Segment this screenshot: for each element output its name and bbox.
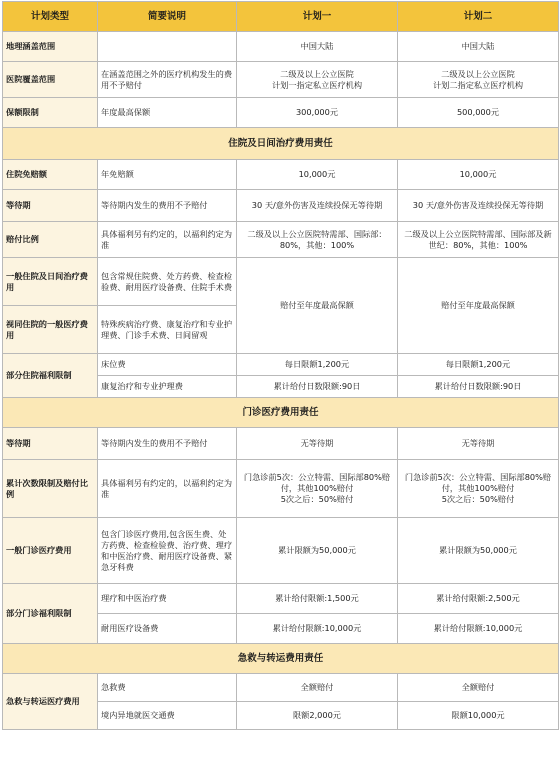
plan-1-value: 30 天/意外伤害及连续投保无等待期 (237, 190, 398, 222)
plan-1-value: 累计给付限额:1,500元 (237, 584, 398, 614)
plan-2-value: 限额10,000元 (398, 702, 559, 730)
table-row (3, 190, 559, 222)
row-description: 在涵盖范围之外的医疗机构发生的费用不予赔付 (98, 62, 237, 98)
row-label: 赔付比例 (3, 222, 98, 258)
plan-2-value: 全额赔付 (398, 674, 559, 702)
table-row (3, 98, 559, 128)
table-row (3, 222, 559, 258)
row-label: 视同住院的一般医疗费用 (3, 306, 98, 354)
section-header (3, 644, 559, 674)
row-label: 部分门诊福利限制 (3, 584, 98, 644)
row-label: 等待期 (3, 428, 98, 460)
plan-1-value: 限额2,000元 (237, 702, 398, 730)
header-plan-2: 计划二 (398, 2, 559, 32)
table-row (3, 354, 559, 376)
row-label: 累计次数限制及赔付比例 (3, 460, 98, 518)
table-row (3, 32, 559, 62)
row-label: 医院覆盖范围 (3, 62, 98, 98)
table-row (3, 674, 559, 702)
section-title-outpatient: 门诊医疗费用责任 (3, 398, 559, 428)
plan-1-value: 10,000元 (237, 160, 398, 190)
row-description: 急救费 (98, 674, 237, 702)
row-description: 等待期内发生的费用不予赔付 (98, 428, 237, 460)
header-plan-1: 计划一 (237, 2, 398, 32)
section-title-inpatient: 住院及日间治疗费用责任 (3, 128, 559, 160)
row-description: 具体福利另有约定的，以福利约定为准 (98, 460, 237, 518)
section-header (3, 128, 559, 160)
plan-2-value: 30 天/意外伤害及连续投保无等待期 (398, 190, 559, 222)
table-row (3, 518, 559, 584)
row-description: 床位费 (98, 354, 237, 376)
plan-1-value: 全额赔付 (237, 674, 398, 702)
row-description (98, 32, 237, 62)
plan-2-value: 累计给付限额:10,000元 (398, 614, 559, 644)
row-description: 具体福利另有约定的，以福利约定为准 (98, 222, 237, 258)
row-description: 等待期内发生的费用不予赔付 (98, 190, 237, 222)
row-label: 急救与转运医疗费用 (3, 674, 98, 730)
plan-1-value: 300,000元 (237, 98, 398, 128)
row-label: 住院免赔额 (3, 160, 98, 190)
plan-2-value: 每日限额1,200元 (398, 354, 559, 376)
plan-2-value: 赔付至年度最高保额 (398, 258, 559, 354)
plan-1-value: 累计给付日数限额:90日 (237, 376, 398, 398)
table-row (3, 160, 559, 190)
table-row (3, 258, 559, 306)
row-description: 康复治疗和专业护理费 (98, 376, 237, 398)
section-title-emergency: 急救与转运费用责任 (3, 644, 559, 674)
plan-2-value: 二级及以上公立医院 计划二指定私立医疗机构 (398, 62, 559, 98)
row-description: 理疗和中医治疗费 (98, 584, 237, 614)
row-description: 耐用医疗设备费 (98, 614, 237, 644)
plan-2-value: 累计给付限额:2,500元 (398, 584, 559, 614)
row-label: 等待期 (3, 190, 98, 222)
plan-2-value: 门急诊前5次：公立特需、国际部80%赔付，其他100%赔付 5次之后：50%赔付 (398, 460, 559, 518)
row-description: 特殊疾病治疗费、康复治疗和专业护理费、门诊手术费、日间留观 (98, 306, 237, 354)
plan-1-value: 赔付至年度最高保额 (237, 258, 398, 354)
row-label: 一般住院及日间治疗费用 (3, 258, 98, 306)
row-description: 包含门诊医疗费用,包含医生费、处方药费、检查检验费、治疗费、理疗和中医治疗费、耐用医疗设备费、紧急牙科费 (98, 518, 237, 584)
plan-2-value: 10,000元 (398, 160, 559, 190)
plan-2-value: 无等待期 (398, 428, 559, 460)
plan-1-value: 累计限额为50,000元 (237, 518, 398, 584)
table-row (3, 62, 559, 98)
table-row (3, 584, 559, 614)
header-description: 简要说明 (98, 2, 237, 32)
plan-1-value: 门急诊前5次：公立特需、国际部80%赔付，其他100%赔付 5次之后：50%赔付 (237, 460, 398, 518)
header-plan-type: 计划类型 (3, 2, 98, 32)
table-row (3, 460, 559, 518)
table-row (3, 428, 559, 460)
row-label: 保额限制 (3, 98, 98, 128)
insurance-plan-table (2, 1, 559, 730)
row-description: 年度最高保额 (98, 98, 237, 128)
header-row (3, 2, 559, 32)
row-description: 年免赔额 (98, 160, 237, 190)
plan-1-value: 二级及以上公立医院特需部、国际部：80%，其他：100% (237, 222, 398, 258)
row-label: 部分住院福利限制 (3, 354, 98, 398)
plan-1-value: 二级及以上公立医院 计划一指定私立医疗机构 (237, 62, 398, 98)
row-label: 一般门诊医疗费用 (3, 518, 98, 584)
plan-2-value: 累计限额为50,000元 (398, 518, 559, 584)
plan-2-value: 500,000元 (398, 98, 559, 128)
plan-2-value: 二级及以上公立医院特需部、国际部及新世纪：80%，其他：100% (398, 222, 559, 258)
row-description: 包含常规住院费、处方药费、检查检验费、耐用医疗设备费、住院手术费 (98, 258, 237, 306)
row-description: 境内异地就医交通费 (98, 702, 237, 730)
plan-1-value: 累计给付限额:10,000元 (237, 614, 398, 644)
section-header (3, 398, 559, 428)
plan-1-value: 每日限额1,200元 (237, 354, 398, 376)
plan-2-value: 累计给付日数限额:90日 (398, 376, 559, 398)
plan-2-value: 中国大陆 (398, 32, 559, 62)
row-label: 地理涵盖范围 (3, 32, 98, 62)
plan-1-value: 中国大陆 (237, 32, 398, 62)
plan-1-value: 无等待期 (237, 428, 398, 460)
